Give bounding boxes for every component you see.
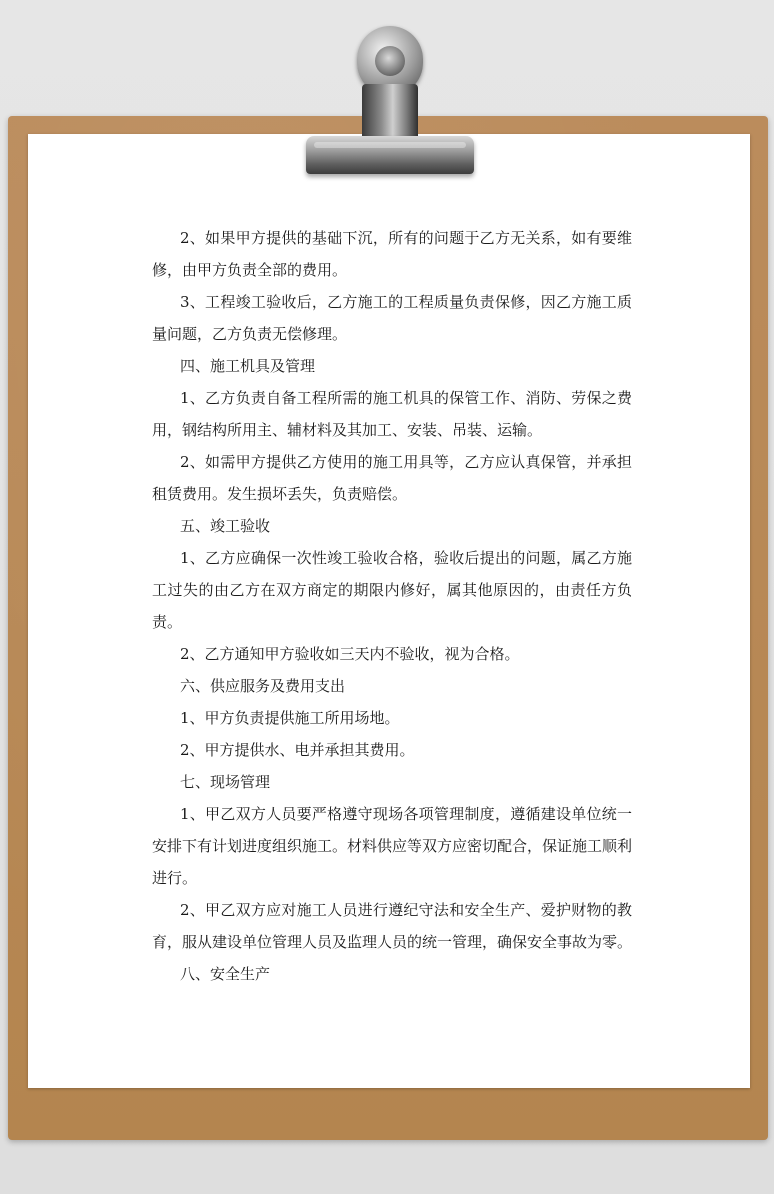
section-7-item-2: 2、甲乙双方应对施工人员进行遵纪守法和安全生产、爱护财物的教育，服从建设单位管理人员及监理人员的统一管理，确保安全事故为零。 [152,901,633,951]
document-body [152,222,632,990]
section-4-item-1: 1、乙方负责自备工程所需的施工机具的保管工作、消防、劳保之费用，钢结构所用主、辅材料及其加工、安装、吊装、运输。 [152,389,632,439]
section-7-item-1: 1、甲乙双方人员要严格遵守现场各项管理制度，遵循建设单位统一安排下有计划进度组织施工。材料供应等双方应密切配合，保证施工顺利进行。 [152,805,633,887]
section-5-item-1: 1、乙方应确保一次性竣工验收合格，验收后提出的问题，属乙方施工过失的由乙方在双方商定的期限内修好，属其他原因的，由责任方负责。 [152,549,632,631]
clause-2-paragraph: 2、如果甲方提供的基础下沉，所有的问题于乙方无关系，如有要维修，由甲方负责全部的费用。 [152,229,632,279]
clip-base [306,136,474,174]
section-heading-4: 四、施工机具及管理 [180,357,316,375]
binder-clip-icon [300,26,480,176]
section-heading-7: 七、现场管理 [180,773,271,791]
section-4-item-2: 2、如需甲方提供乙方使用的施工用具等，乙方应认真保管，并承担租赁费用。发生损坏丢失，负责赔偿。 [152,453,632,503]
section-6-item-2: 2、甲方提供水、电并承担其费用。 [180,741,415,759]
section-5-item-2: 2、乙方通知甲方验收如三天内不验收，视为合格。 [180,645,520,663]
clause-3-paragraph: 3、工程竣工验收后，乙方施工的工程质量负责保修，因乙方施工质量问题，乙方负责无偿修理。 [152,293,632,343]
section-heading-5: 五、竣工验收 [180,517,271,535]
section-6-item-1: 1、甲方负责提供施工所用场地。 [180,709,400,727]
section-heading-8: 八、安全生产 [180,965,271,983]
section-heading-6: 六、供应服务及费用支出 [180,677,346,695]
